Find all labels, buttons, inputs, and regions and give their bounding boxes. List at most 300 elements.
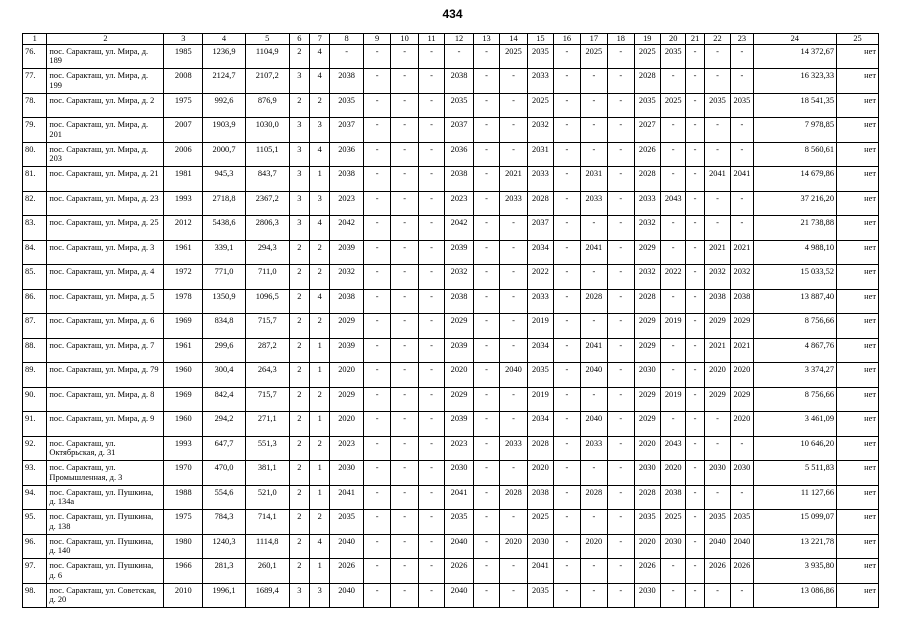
floors: 2 — [289, 510, 309, 535]
cell-col-8: 2035 — [330, 510, 364, 535]
cell-col-8: 2039 — [330, 338, 364, 363]
emergency-status: нет — [837, 510, 879, 535]
cell-col-17: 2041 — [580, 240, 607, 265]
cell-col-10: - — [391, 510, 418, 535]
cell-col-9: - — [363, 314, 390, 339]
cell-col-11: - — [418, 191, 444, 216]
entrances: 4 — [309, 534, 329, 559]
cell-col-8: 2041 — [330, 485, 364, 510]
cell-col-23: 2038 — [731, 289, 753, 314]
cell-col-13: - — [473, 338, 499, 363]
estimated-cost: 4 867,76 — [753, 338, 836, 363]
cell-col-13: - — [473, 289, 499, 314]
cell-col-23: 2030 — [731, 461, 753, 486]
cell-col-14: 2033 — [500, 191, 527, 216]
cell-col-19: 2028 — [634, 69, 660, 94]
cell-col-20: 2020 — [660, 461, 685, 486]
cell-col-19: 2027 — [634, 118, 660, 143]
cell-col-21: - — [686, 118, 704, 143]
cell-col-17: - — [580, 461, 607, 486]
cell-col-16: - — [554, 142, 580, 167]
cell-col-22: 2041 — [704, 167, 730, 192]
emergency-status: нет — [837, 314, 879, 339]
cell-col-14: - — [500, 510, 527, 535]
cell-col-10: - — [391, 265, 418, 290]
cell-col-13: - — [473, 118, 499, 143]
cell-col-22: - — [704, 436, 730, 461]
table-row — [23, 534, 879, 559]
cell-col-9: - — [363, 93, 390, 118]
column-number-23: 23 — [731, 34, 753, 45]
address: пос. Саракташ, ул. Мира, д. 23 — [47, 191, 164, 216]
table-row — [23, 289, 879, 314]
year-built: 1969 — [164, 314, 203, 339]
floors: 2 — [289, 461, 309, 486]
cell-col-12: 2038 — [445, 289, 473, 314]
cell-col-14: - — [500, 216, 527, 241]
table-body — [23, 34, 879, 608]
entrances: 1 — [309, 559, 329, 584]
entrances: 4 — [309, 44, 329, 69]
cell-col-12: 2042 — [445, 216, 473, 241]
total-area: 299,6 — [203, 338, 246, 363]
emergency-status: нет — [837, 93, 879, 118]
entrances: 2 — [309, 240, 329, 265]
cell-col-19: 2029 — [634, 412, 660, 437]
total-area: 5438,6 — [203, 216, 246, 241]
column-number-9: 9 — [363, 34, 390, 45]
cell-col-17: 2028 — [580, 485, 607, 510]
cell-col-14: - — [500, 142, 527, 167]
living-area: 1030,0 — [245, 118, 289, 143]
cell-col-19: 2030 — [634, 363, 660, 388]
year-built: 1969 — [164, 387, 203, 412]
emergency-status: нет — [837, 216, 879, 241]
cell-col-22: - — [704, 118, 730, 143]
column-number-24: 24 — [753, 34, 836, 45]
table-row — [23, 387, 879, 412]
cell-col-18: - — [608, 387, 634, 412]
living-area: 2367,2 — [245, 191, 289, 216]
cell-col-14: - — [500, 118, 527, 143]
year-built: 2008 — [164, 69, 203, 94]
floors: 2 — [289, 387, 309, 412]
year-built: 1966 — [164, 559, 203, 584]
entrances: 1 — [309, 338, 329, 363]
entrances: 3 — [309, 191, 329, 216]
cell-col-21: - — [686, 240, 704, 265]
cell-col-12: 2029 — [445, 387, 473, 412]
emergency-status: нет — [837, 534, 879, 559]
year-built: 2007 — [164, 118, 203, 143]
cell-col-15: 2025 — [527, 510, 553, 535]
cell-col-9: - — [363, 534, 390, 559]
emergency-status: нет — [837, 289, 879, 314]
cell-col-19: 2030 — [634, 461, 660, 486]
living-area: 381,1 — [245, 461, 289, 486]
cell-col-18: - — [608, 534, 634, 559]
cell-col-12: 2041 — [445, 485, 473, 510]
year-built: 1960 — [164, 412, 203, 437]
cell-col-11: - — [418, 412, 444, 437]
cell-col-9: - — [363, 142, 390, 167]
cell-col-13: - — [473, 412, 499, 437]
cell-col-20: - — [660, 363, 685, 388]
cell-col-20: - — [660, 167, 685, 192]
address: пос. Саракташ, ул. Мира, д. 3 — [47, 240, 164, 265]
cell-col-18: - — [608, 240, 634, 265]
cell-col-9: - — [363, 387, 390, 412]
cell-col-9: - — [363, 338, 390, 363]
cell-col-8: 2042 — [330, 216, 364, 241]
cell-col-19: 2028 — [634, 485, 660, 510]
cell-col-14: - — [500, 265, 527, 290]
cell-col-8: 2029 — [330, 314, 364, 339]
cell-col-22: 2030 — [704, 461, 730, 486]
cell-col-8: 2029 — [330, 387, 364, 412]
cell-col-13: - — [473, 559, 499, 584]
cell-col-16: - — [554, 338, 580, 363]
emergency-status: нет — [837, 44, 879, 69]
cell-col-21: - — [686, 69, 704, 94]
cell-col-10: - — [391, 534, 418, 559]
floors: 3 — [289, 583, 309, 608]
emergency-status: нет — [837, 338, 879, 363]
column-number-12: 12 — [445, 34, 473, 45]
cell-col-8: 2032 — [330, 265, 364, 290]
cell-col-21: - — [686, 534, 704, 559]
cell-col-19: 2026 — [634, 142, 660, 167]
cell-col-22: - — [704, 216, 730, 241]
cell-col-21: - — [686, 338, 704, 363]
cell-col-11: - — [418, 93, 444, 118]
table-row — [23, 363, 879, 388]
cell-col-16: - — [554, 583, 580, 608]
living-area: 1105,1 — [245, 142, 289, 167]
cell-col-14: - — [500, 93, 527, 118]
cell-col-11: - — [418, 240, 444, 265]
estimated-cost: 4 988,10 — [753, 240, 836, 265]
row-number: 77. — [23, 69, 47, 94]
cell-col-15: 2033 — [527, 167, 553, 192]
cell-col-19: 2029 — [634, 387, 660, 412]
row-number: 80. — [23, 142, 47, 167]
cell-col-11: - — [418, 44, 444, 69]
column-number-17: 17 — [580, 34, 607, 45]
cell-col-9: - — [363, 289, 390, 314]
cell-col-15: 2031 — [527, 142, 553, 167]
cell-col-14: 2020 — [500, 534, 527, 559]
cell-col-16: - — [554, 93, 580, 118]
living-area: 1104,9 — [245, 44, 289, 69]
floors: 3 — [289, 69, 309, 94]
address: пос. Саракташ, ул. Мира, д. 8 — [47, 387, 164, 412]
table-row — [23, 240, 879, 265]
cell-col-12: 2032 — [445, 265, 473, 290]
cell-col-15: 2035 — [527, 583, 553, 608]
cell-col-18: - — [608, 191, 634, 216]
cell-col-23: 2040 — [731, 534, 753, 559]
cell-col-9: - — [363, 510, 390, 535]
table-row — [23, 216, 879, 241]
cell-col-16: - — [554, 485, 580, 510]
estimated-cost: 7 978,85 — [753, 118, 836, 143]
living-area: 287,2 — [245, 338, 289, 363]
address: пос. Саракташ, ул. Пушкина, д. 140 — [47, 534, 164, 559]
cell-col-20: - — [660, 69, 685, 94]
cell-col-12: 2038 — [445, 167, 473, 192]
year-built: 1960 — [164, 363, 203, 388]
cell-col-15: 2034 — [527, 338, 553, 363]
cell-col-8: 2039 — [330, 240, 364, 265]
cell-col-19: 2020 — [634, 534, 660, 559]
emergency-status: нет — [837, 436, 879, 461]
cell-col-17: 2020 — [580, 534, 607, 559]
cell-col-22: 2035 — [704, 510, 730, 535]
entrances: 3 — [309, 118, 329, 143]
cell-col-16: - — [554, 44, 580, 69]
entrances: 4 — [309, 69, 329, 94]
cell-col-15: 2028 — [527, 191, 553, 216]
cell-col-16: - — [554, 510, 580, 535]
cell-col-17: - — [580, 118, 607, 143]
cell-col-14: - — [500, 338, 527, 363]
estimated-cost: 10 646,20 — [753, 436, 836, 461]
cell-col-9: - — [363, 559, 390, 584]
cell-col-15: 2030 — [527, 534, 553, 559]
table-row — [23, 338, 879, 363]
total-area: 771,0 — [203, 265, 246, 290]
cell-col-9: - — [363, 485, 390, 510]
column-number-25: 25 — [837, 34, 879, 45]
entrances: 2 — [309, 265, 329, 290]
column-number-11: 11 — [418, 34, 444, 45]
cell-col-15: 2033 — [527, 289, 553, 314]
cell-col-18: - — [608, 461, 634, 486]
cell-col-16: - — [554, 289, 580, 314]
floors: 3 — [289, 167, 309, 192]
cell-col-13: - — [473, 93, 499, 118]
cell-col-13: - — [473, 216, 499, 241]
entrances: 2 — [309, 387, 329, 412]
cell-col-13: - — [473, 583, 499, 608]
cell-col-17: - — [580, 559, 607, 584]
cell-col-21: - — [686, 289, 704, 314]
living-area: 715,7 — [245, 314, 289, 339]
total-area: 470,0 — [203, 461, 246, 486]
cell-col-22: 2032 — [704, 265, 730, 290]
cell-col-13: - — [473, 44, 499, 69]
estimated-cost: 8 560,61 — [753, 142, 836, 167]
cell-col-20: 2043 — [660, 191, 685, 216]
cell-col-8: 2035 — [330, 93, 364, 118]
estimated-cost: 16 323,33 — [753, 69, 836, 94]
entrances: 2 — [309, 314, 329, 339]
estimated-cost: 3 935,80 — [753, 559, 836, 584]
cell-col-10: - — [391, 289, 418, 314]
emergency-status: нет — [837, 412, 879, 437]
cell-col-17: - — [580, 510, 607, 535]
cell-col-21: - — [686, 461, 704, 486]
cell-col-13: - — [473, 510, 499, 535]
living-area: 260,1 — [245, 559, 289, 584]
year-built: 2006 — [164, 142, 203, 167]
entrances: 4 — [309, 142, 329, 167]
cell-col-19: 2029 — [634, 314, 660, 339]
cell-col-21: - — [686, 93, 704, 118]
emergency-status: нет — [837, 559, 879, 584]
cell-col-9: - — [363, 44, 390, 69]
row-number: 97. — [23, 559, 47, 584]
table-row — [23, 167, 879, 192]
row-number: 82. — [23, 191, 47, 216]
cell-col-16: - — [554, 191, 580, 216]
floors: 2 — [289, 338, 309, 363]
column-number-header-row — [23, 34, 879, 45]
cell-col-17: 2025 — [580, 44, 607, 69]
cell-col-10: - — [391, 167, 418, 192]
cell-col-16: - — [554, 363, 580, 388]
cell-col-11: - — [418, 142, 444, 167]
living-area: 1689,4 — [245, 583, 289, 608]
address: пос. Саракташ, ул. Пушкина, д. 134а — [47, 485, 164, 510]
cell-col-18: - — [608, 69, 634, 94]
cell-col-13: - — [473, 265, 499, 290]
cell-col-18: - — [608, 338, 634, 363]
cell-col-23: - — [731, 118, 753, 143]
total-area: 281,3 — [203, 559, 246, 584]
row-number: 92. — [23, 436, 47, 461]
entrances: 2 — [309, 510, 329, 535]
cell-col-12: 2026 — [445, 559, 473, 584]
cell-col-19: 2025 — [634, 44, 660, 69]
cell-col-11: - — [418, 167, 444, 192]
cell-col-20: - — [660, 412, 685, 437]
cell-col-10: - — [391, 118, 418, 143]
table-row — [23, 461, 879, 486]
cell-col-15: 2019 — [527, 314, 553, 339]
row-number: 85. — [23, 265, 47, 290]
floors: 2 — [289, 44, 309, 69]
cell-col-11: - — [418, 485, 444, 510]
cell-col-13: - — [473, 436, 499, 461]
cell-col-18: - — [608, 485, 634, 510]
cell-col-20: 2025 — [660, 93, 685, 118]
cell-col-10: - — [391, 485, 418, 510]
cell-col-9: - — [363, 412, 390, 437]
cell-col-18: - — [608, 118, 634, 143]
cell-col-17: 2033 — [580, 191, 607, 216]
column-number-15: 15 — [527, 34, 553, 45]
cell-col-12: 2039 — [445, 338, 473, 363]
living-area: 843,7 — [245, 167, 289, 192]
cell-col-8: 2020 — [330, 363, 364, 388]
cell-col-14: 2028 — [500, 485, 527, 510]
cell-col-12: 2040 — [445, 534, 473, 559]
cell-col-22: 2021 — [704, 338, 730, 363]
cell-col-21: - — [686, 216, 704, 241]
cell-col-9: - — [363, 265, 390, 290]
table-row — [23, 510, 879, 535]
cell-col-19: 2035 — [634, 510, 660, 535]
cell-col-20: 2043 — [660, 436, 685, 461]
living-area: 876,9 — [245, 93, 289, 118]
cell-col-21: - — [686, 314, 704, 339]
emergency-status: нет — [837, 583, 879, 608]
floors: 3 — [289, 216, 309, 241]
cell-col-14: - — [500, 583, 527, 608]
cell-col-20: - — [660, 338, 685, 363]
entrances: 1 — [309, 485, 329, 510]
cell-col-10: - — [391, 412, 418, 437]
cell-col-19: 2028 — [634, 167, 660, 192]
cell-col-13: - — [473, 191, 499, 216]
cell-col-13: - — [473, 534, 499, 559]
cell-col-11: - — [418, 69, 444, 94]
cell-col-13: - — [473, 314, 499, 339]
table-row — [23, 485, 879, 510]
cell-col-20: 2035 — [660, 44, 685, 69]
living-area: 264,3 — [245, 363, 289, 388]
cell-col-18: - — [608, 583, 634, 608]
cell-col-11: - — [418, 118, 444, 143]
cell-col-17: - — [580, 387, 607, 412]
cell-col-21: - — [686, 559, 704, 584]
cell-col-23: 2029 — [731, 387, 753, 412]
total-area: 945,3 — [203, 167, 246, 192]
cell-col-10: - — [391, 69, 418, 94]
living-area: 2107,2 — [245, 69, 289, 94]
address: пос. Саракташ, ул. Мира, д. 199 — [47, 69, 164, 94]
emergency-status: нет — [837, 485, 879, 510]
address: пос. Саракташ, ул. Мира, д. 25 — [47, 216, 164, 241]
cell-col-9: - — [363, 167, 390, 192]
total-area: 647,7 — [203, 436, 246, 461]
row-number: 86. — [23, 289, 47, 314]
cell-col-14: - — [500, 69, 527, 94]
cell-col-11: - — [418, 510, 444, 535]
year-built: 1993 — [164, 436, 203, 461]
cell-col-20: 2038 — [660, 485, 685, 510]
table-row — [23, 93, 879, 118]
cell-col-16: - — [554, 69, 580, 94]
estimated-cost: 8 756,66 — [753, 314, 836, 339]
estimated-cost: 37 216,20 — [753, 191, 836, 216]
cell-col-14: - — [500, 387, 527, 412]
cell-col-11: - — [418, 583, 444, 608]
cell-col-9: - — [363, 461, 390, 486]
cell-col-18: - — [608, 412, 634, 437]
cell-col-21: - — [686, 436, 704, 461]
address: пос. Саракташ, ул. Мира, д. 21 — [47, 167, 164, 192]
total-area: 1903,9 — [203, 118, 246, 143]
cell-col-23: - — [731, 44, 753, 69]
cell-col-17: - — [580, 216, 607, 241]
living-area: 294,3 — [245, 240, 289, 265]
cell-col-15: 2034 — [527, 412, 553, 437]
year-built: 1975 — [164, 93, 203, 118]
cell-col-14: - — [500, 289, 527, 314]
cell-col-23: 2035 — [731, 510, 753, 535]
cell-col-16: - — [554, 534, 580, 559]
cell-col-15: 2038 — [527, 485, 553, 510]
row-number: 91. — [23, 412, 47, 437]
estimated-cost: 13 221,78 — [753, 534, 836, 559]
total-area: 1240,3 — [203, 534, 246, 559]
total-area: 294,2 — [203, 412, 246, 437]
total-area: 339,1 — [203, 240, 246, 265]
emergency-status: нет — [837, 167, 879, 192]
